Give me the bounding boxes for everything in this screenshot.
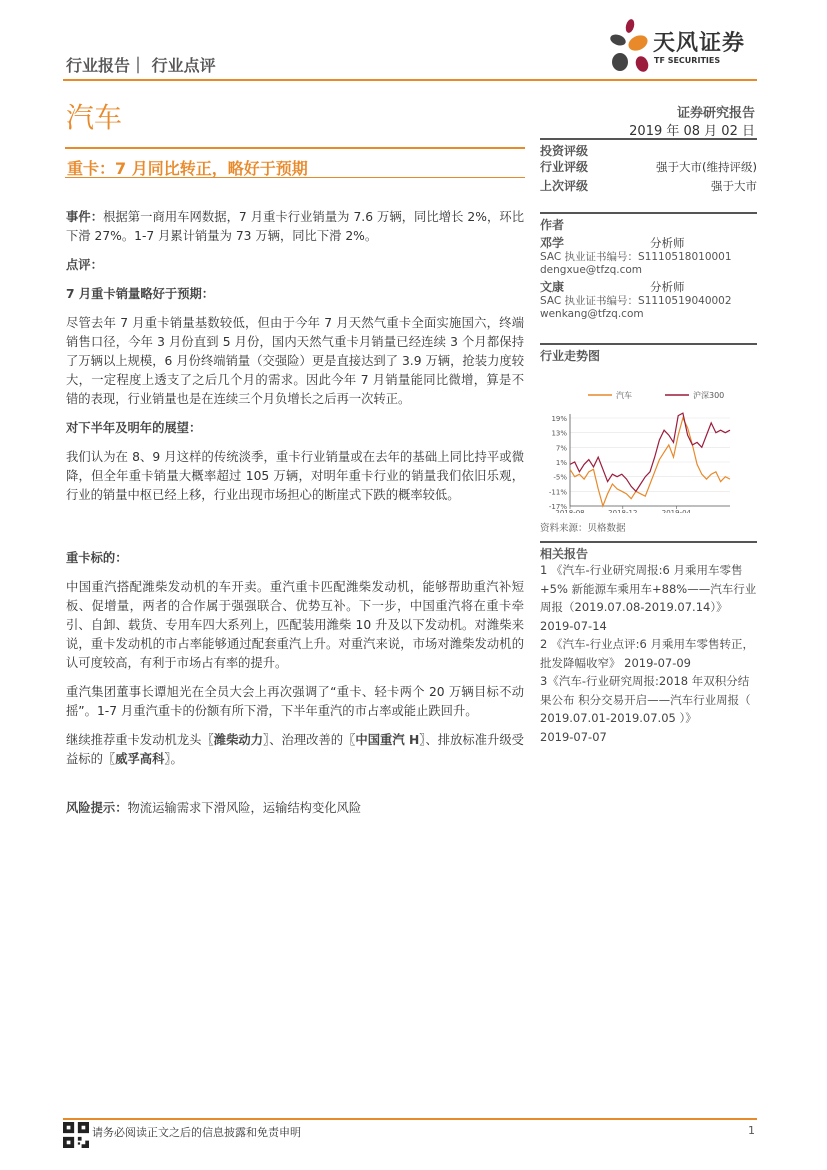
legend-label: 沪深300 (693, 391, 725, 400)
author-sac: SAC 执业证书编号：S1110519040002 (540, 295, 732, 307)
main-body (66, 208, 524, 828)
text: 〗、治理改善的〖 (263, 733, 356, 747)
rating-value: 强于大市 (711, 179, 757, 193)
qr-code-icon (63, 1122, 89, 1148)
section-title: 相关报告 (540, 541, 757, 561)
recommendation-paragraph (66, 731, 524, 769)
section-heading: 重卡标的： (66, 551, 128, 565)
author-sac: SAC 执业证书编号：S1110518010001 (540, 251, 732, 263)
y-tick-label: -17% (548, 503, 567, 511)
text: 继续推荐重卡发动机龙头〖 (66, 733, 214, 747)
page-number: 1 (748, 1124, 755, 1137)
section-title: 投资评级 (540, 138, 757, 158)
author-email[interactable]: dengxue@tfzq.com (540, 264, 643, 276)
series-line-hs300 (570, 413, 730, 491)
related-report-date: 2019-07-14 (540, 618, 607, 633)
x-tick-label: 2018-08 (555, 509, 585, 513)
risk-label: 风险提示： (66, 801, 128, 815)
x-tick-label: 2018-12 (608, 509, 638, 513)
section-heading: 7 月重卡销量略好于预期： (66, 287, 215, 301)
report-title: 重卡：7 月同比转正，略好于预期 (67, 159, 308, 178)
related-report-date: 2019-07-07 (540, 729, 607, 744)
event-paragraph (66, 208, 524, 246)
y-tick-label: -11% (548, 488, 567, 497)
paragraph: 我们认为在 8、9 月这样的传统淡季，重卡行业销量或在去年的基础上同比持平或微降，但全年重卡销量大概率超过 105 万辆，对明年重卡行业的销量我们依旧乐观，行业的销量中枢已经上移，行业出现市场担心的断崖式下跌的概率较低。 (66, 450, 524, 502)
event-text: 根据第一商用车网数据，7 月重卡行业销量为 7.6 万辆，同比增长 2%，环比下滑 27%。1-7 月累计销量为 73 万辆，同比下滑 2%。 (66, 210, 524, 243)
report-category: 行业报告｜ 行业点评 (66, 56, 216, 75)
related-report[interactable] (540, 561, 757, 635)
author-section (540, 212, 757, 321)
trend-section (540, 343, 757, 535)
company-logo (608, 18, 758, 76)
x-tick-label: 2019-04 (661, 509, 692, 513)
author-role: 分析师 (650, 280, 685, 294)
rating-key: 上次评级 (540, 179, 589, 193)
related-section (540, 541, 757, 746)
related-report-title[interactable]: 2 《汽车-行业点评:6 月乘用车零售转正，批发降幅收窄》 (540, 637, 754, 670)
paragraph: 重汽集团董事长谭旭光在全员大会上再次强调了“重卡、轻卡两个 20 万辆目标不动摇”。1-7 月重汽重卡的份额有所下滑，下半年重汽的市占率或能止跌回升。 (66, 685, 524, 718)
y-tick-label: 13% (551, 429, 567, 438)
rating-section (540, 138, 757, 196)
legend-label: 汽车 (616, 391, 632, 400)
logo-text-cn: 天风证券 (653, 31, 746, 56)
related-report-title[interactable]: 1 《汽车-行业研究周报:6 月乘用车零售+5% 新能源车乘用车+88%——汽车行业周报（2019.07.08-2019.07.14）》 (540, 563, 757, 614)
rating-value: 强于大市(维持评级) (656, 160, 757, 174)
logo-petals-icon (608, 18, 652, 76)
logo-text-en: TF SECURITIES (654, 56, 721, 65)
related-report[interactable] (540, 672, 757, 746)
report-type: 证券研究报告 (676, 106, 755, 121)
rating-row (540, 158, 757, 177)
chart-source: 资料来源：贝格数据 (540, 523, 626, 534)
paragraph: 尽管去年 7 月重卡销量基数较低，但由于今年 7 月天然气重卡全面实施国六，终端销售口径，今年 3 月份直到 5 月份，国内天然气重卡月销量已经连续 3 个月都保持了万辆以上规模，6 月份终端销量（交强险）更是直接达到了 3.9 万辆，抢装力度较大，一定程度上透支了之后几个月的需求。因此今年 7 月销量能同比微增，算是不错的表现，行业销量也是在连续三个月负增长之后再一次转正。 (66, 316, 524, 406)
y-tick-label: 1% (555, 459, 567, 467)
risk-text: 物流运输需求下滑风险，运输结构变化风险 (127, 801, 362, 815)
author-name: 邓学 (540, 236, 565, 250)
text: 〗。 (164, 752, 183, 766)
event-label: 事件： (66, 210, 104, 224)
text: 〗、排放标准升级受益标的〖 (66, 733, 524, 766)
footer-disclaimer: 请务必阅读正文之后的信息披露和免责申明 (92, 1126, 301, 1139)
rating-key: 行业评级 (540, 160, 589, 174)
header-divider (63, 79, 757, 81)
related-report-title[interactable]: 3《汽车-行业研究周报:2018 年双积分结果公布 积分交易开启——汽车行业周报（ 2019.07.01-2019.07.05 ）》 (540, 674, 751, 725)
report-title-box (65, 147, 525, 178)
author-role: 分析师 (650, 236, 685, 250)
section-heading: 对下半年及明年的展望： (66, 421, 202, 435)
y-tick-label: 19% (551, 415, 567, 423)
section-title: 行业走势图 (540, 343, 757, 363)
paragraph: 中国重汽搭配潍柴发动机的车开卖。重汽重卡匹配潍柴发动机，能够帮助重汽补短板、促增量，两者的合作属于强强联合、优势互补。下一步，中国重汽将在重卡牵引、自卸、载货、专用车四大系列上，匹配装用潍柴 10 升及以下发动机。对潍柴来说，重卡发动机的市占率能够通过配套重汽上升。对重汽来说，市场对潍柴发动机的认可度较高，有利于市场占有率的提升。 (66, 580, 524, 670)
y-tick-label: -5% (553, 473, 567, 482)
stock-name: 潍柴动力 (213, 733, 264, 747)
comment-label: 点评： (66, 258, 103, 272)
y-tick-label: 7% (555, 444, 567, 453)
author-name: 文康 (540, 280, 565, 294)
rating-row (540, 177, 757, 196)
trend-chart (540, 363, 757, 513)
related-report[interactable] (540, 635, 757, 672)
section-title: 作者 (540, 212, 757, 232)
related-report-date: 2019-07-09 (624, 655, 691, 670)
stock-name: 威孚高科 (115, 752, 165, 766)
risk-paragraph (66, 799, 524, 818)
report-date: 2019 年 08 月 02 日 (629, 124, 755, 139)
sector-title: 汽车 (66, 101, 123, 134)
footer-divider (63, 1118, 757, 1120)
stock-name: 中国重汽 H (355, 733, 420, 747)
author-email[interactable]: wenkang@tfzq.com (540, 308, 644, 320)
